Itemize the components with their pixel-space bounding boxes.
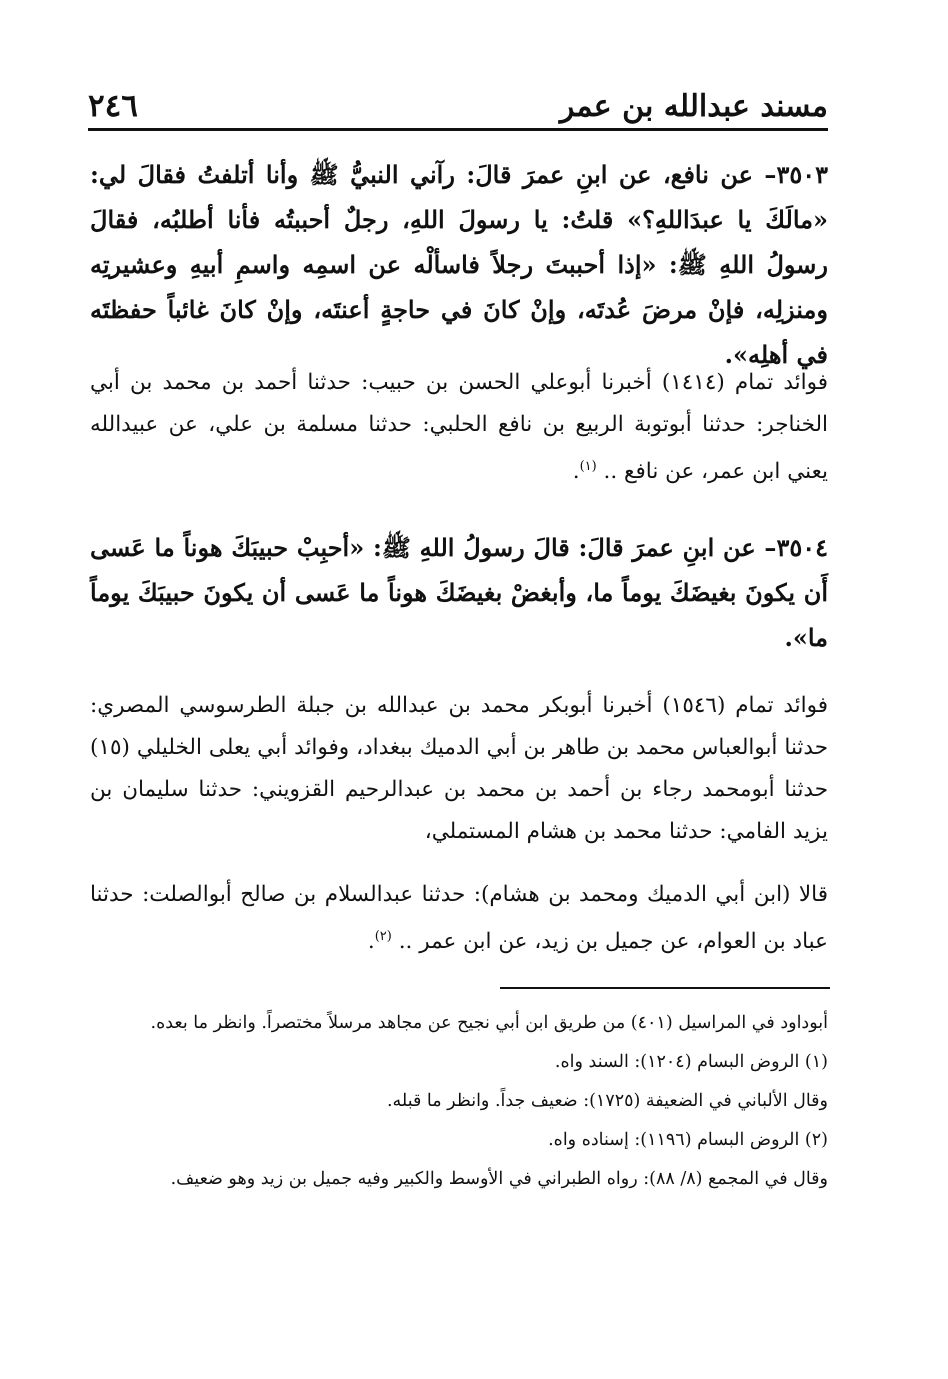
hadith-3503-text: ٣٥٠٣– عن نافع، عن ابنِ عمرَ قالَ: رآني النبيُّ ﷺ وأنا أتلفتُ فقالَ لي: «مالَكَ يا عبدَاللهِ؟» قلتُ: يا رسولَ اللهِ، رجلٌ أحببتُه فأنا أطلبُه، فقالَ رسولُ اللهِ ﷺ: «إذا أحببتَ رجلاً فاسألْه عن اسمِه واسمِ أبيهِ وعشيرتِه ومنزلِه، فإنْ مرضَ عُدتَه، وإنْ كانَ في حاجةٍ أعنتَه، وإنْ كانَ غائباً حفظتَه في أهلِه». — [90, 160, 828, 369]
source-note-1-text: فوائد تمام (١٤١٤) أخبرنا أبوعلي الحسن بن حبيب: حدثنا أحمد بن محمد بن أبي الخناجر: حدثنا أبوتوبة الربيع بن نافع الحلبي: حدثنا مسلمة بن علي، عن عبيدالله يعني ابن عمر، عن نافع .. — [90, 370, 828, 485]
footnotes — [100, 1008, 828, 1195]
source-note-1: فوائد تمام (١٤١٤) أخبرنا أبوعلي الحسن بن حبيب: حدثنا أحمد بن محمد بن أبي الخناجر: حدثنا أبوتوبة الربيع بن نافع الحلبي: حدثنا مسلمة بن علي، عن عبيدالله يعني ابن عمر، عن نافع .. $^{(١)}$. — [90, 370, 828, 485]
header-rule — [88, 128, 828, 131]
page-header — [88, 86, 828, 126]
footnote-separator — [500, 987, 830, 989]
footnote-2: (٢) الروض البسام (١١٩٦): إسناده واه. — [548, 1130, 828, 1150]
hadith-3504 — [90, 525, 828, 660]
footnote-continued: أبوداود في المراسيل (٤٠١) من طريق ابن أبي نجيح عن مجاهد مرسلاً مختصراً. وانظر ما بعده. — [150, 1013, 828, 1033]
footnote-1-comment: وقال الألباني في الضعيفة (١٧٢٥): ضعيف جداً. وانظر ما قبله. — [386, 1091, 828, 1111]
source-note-3-text: قالا (ابن أبي الدميك ومحمد بن هشام): حدثنا عبدالسلام بن صالح أبوالصلت: حدثنا عباد بن العوام، عن جميل بن زيد، عن ابن عمر .. — [90, 882, 828, 955]
footnote-1: (١) الروض البسام (١٢٠٤): السند واه. — [554, 1052, 828, 1072]
footnote-ref-2[interactable]: (٢) — [374, 929, 392, 944]
source-note-2-text: فوائد تمام (١٥٤٦) أخبرنا أبوبكر محمد بن عبدالله بن جبلة الطرسوسي المصري: حدثنا أبوالعباس محمد بن طاهر بن أبي الدميك ببغداد، وفوائد أبي يعلى الخليلي (١٥) حدثنا أبومحمد رجاء بن أحمد بن محمد بن عبدالرحيم القزويني: حدثنا سليمان بن يزيد الفامي: حدثنا محمد بن هشام المستملي، — [90, 693, 828, 844]
hadith-3503 — [90, 152, 828, 377]
source-note-2 — [90, 685, 828, 853]
hadith-3504-text: ٣٥٠٤– عن ابنِ عمرَ قالَ: قالَ رسولُ اللهِ ﷺ: «أحبِبْ حبيبَكَ هوناً ما عَسى أَن يكونَ بغيضَكَ يوماً ما، وأبغضْ بغيضَكَ هوناً ما عَسى أن يكونَ حبيبَكَ يوماً ما». — [90, 533, 828, 652]
footnote-2-comment: وقال في المجمع (٨/ ٨٨): رواه الطبراني في الأوسط والكبير وفيه جميل بن زيد وهو ضعيف. — [170, 1169, 828, 1189]
page-number: ٢٤٦ — [88, 88, 138, 124]
footnote-ref-1[interactable]: (١) — [579, 459, 597, 474]
running-title: مسند عبدالله بن عمر — [559, 88, 828, 124]
source-note-3: قالا (ابن أبي الدميك ومحمد بن هشام): حدثنا عبدالسلام بن صالح أبوالصلت: حدثنا عباد بن العوام، عن جميل بن زيد، عن ابن عمر .. $^{(٢)}$. — [90, 882, 828, 955]
